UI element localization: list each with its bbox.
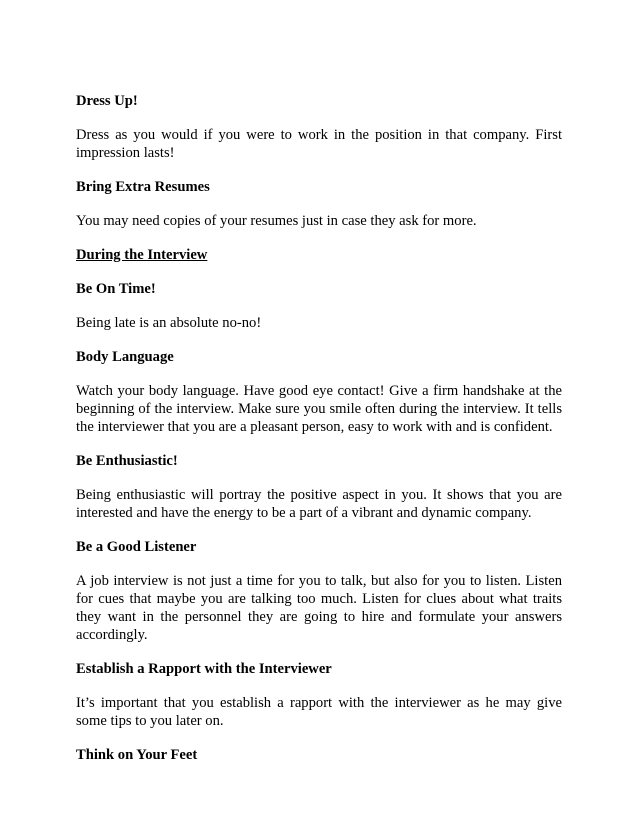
- paragraph-be-on-time: Being late is an absolute no-no!: [76, 315, 262, 331]
- heading-dress-up: Dress Up!: [76, 93, 138, 109]
- heading-think-on-your-feet: Think on Your Feet: [76, 747, 198, 763]
- paragraph-establish-rapport: It’s important that you establish a rapport with the interviewer as he may give some tips to you later on.: [76, 695, 562, 729]
- heading-bring-extra-resumes: Bring Extra Resumes: [76, 179, 210, 195]
- heading-be-enthusiastic: Be Enthusiastic!: [76, 453, 178, 469]
- section-heading-during-interview: During the Interview: [76, 247, 208, 263]
- heading-establish-rapport: Establish a Rapport with the Interviewer: [76, 661, 332, 677]
- document-body: [76, 92, 562, 780]
- heading-be-good-listener: Be a Good Listener: [76, 539, 197, 555]
- heading-body-language: Body Language: [76, 349, 174, 365]
- paragraph-dress-up: Dress as you would if you were to work in the position in that company. First impression lasts!: [76, 127, 562, 161]
- paragraph-bring-extra-resumes: You may need copies of your resumes just in case they ask for more.: [76, 213, 477, 229]
- paragraph-be-good-listener: A job interview is not just a time for you to talk, but also for you to listen. Listen for cues that maybe you are talking too much. Listen for clues about what traits they want in the personnel they are going to hire and formulate your answers accordingly.: [76, 573, 562, 643]
- heading-be-on-time: Be On Time!: [76, 281, 156, 297]
- paragraph-body-language: Watch your body language. Have good eye contact! Give a firm handshake at the beginning of the interview. Make sure you smile often during the interview. It tells the interviewer that you are a pleasant person, easy to work with and is confident.: [76, 383, 562, 435]
- paragraph-be-enthusiastic: Being enthusiastic will portray the positive aspect in you. It shows that you are interested and have the energy to be a part of a vibrant and dynamic company.: [76, 487, 562, 521]
